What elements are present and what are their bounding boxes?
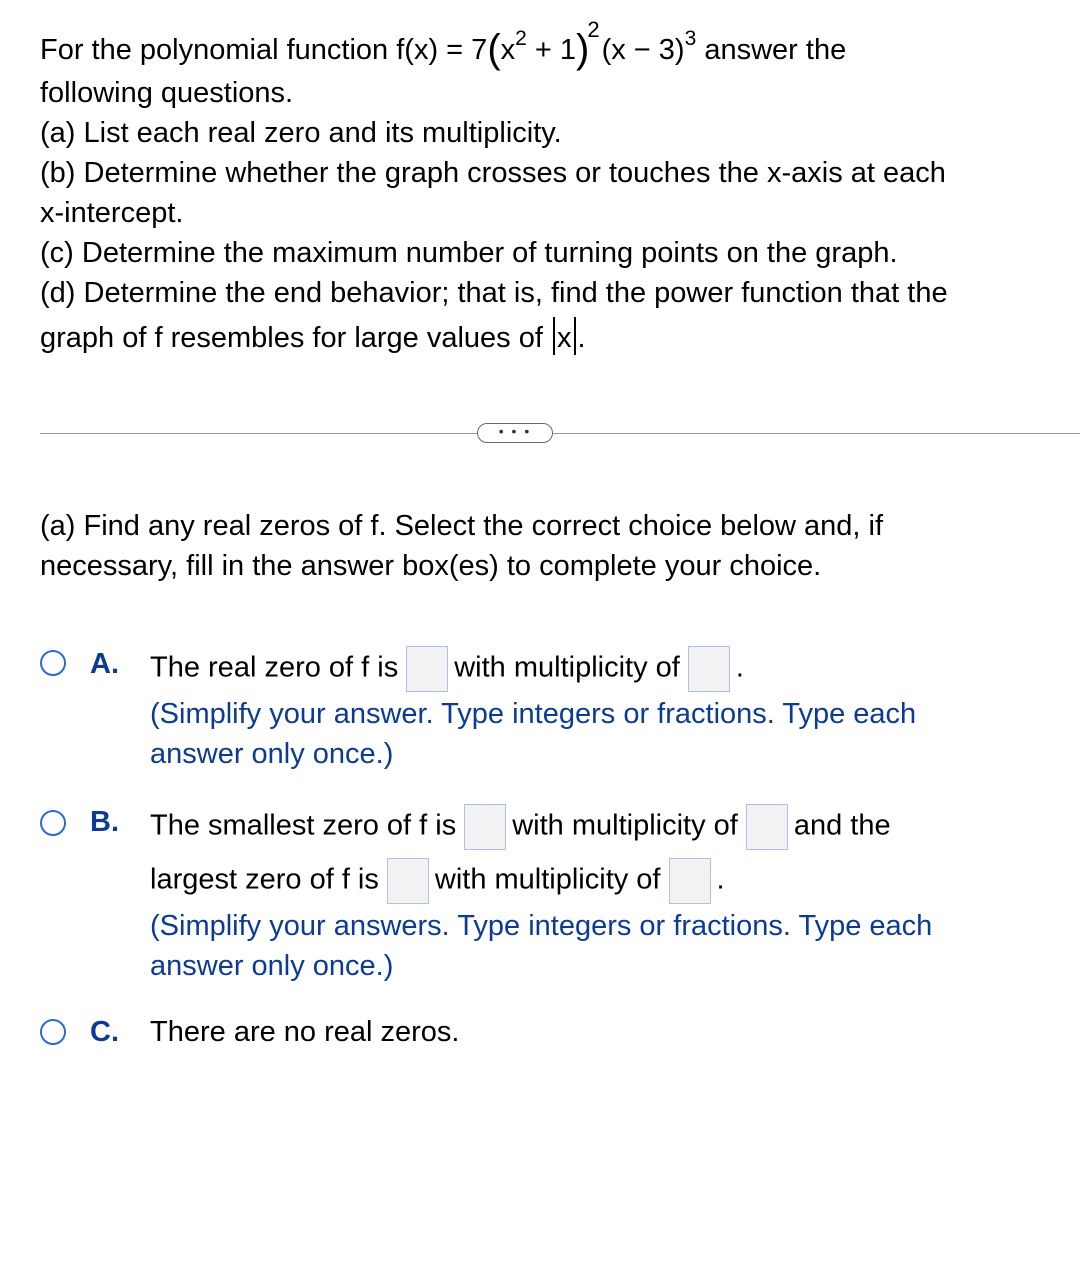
- section-divider: [40, 433, 1080, 434]
- left-paren: (: [487, 27, 501, 71]
- question-item-b-cont: x-intercept.: [40, 197, 184, 229]
- choice-b-largest-zero-input[interactable]: [387, 858, 429, 904]
- choice-c-text: There are no real zeros.: [150, 1016, 460, 1048]
- abs-bar-left: [553, 317, 555, 355]
- inner-plus: + 1: [526, 34, 577, 66]
- last-line-suffix: .: [577, 322, 586, 354]
- choice-b-hint-2: answer only once.): [150, 950, 394, 982]
- intro-prefix: For the polynomial function: [40, 34, 389, 66]
- choice-b-text1: The smallest zero of f is: [150, 809, 457, 842]
- part-a-line-1: (a) Find any real zeros of f. Select the correct choice below and, if: [40, 510, 884, 542]
- choice-a-hint-2: answer only once.): [150, 738, 394, 770]
- choice-a-hint-1: (Simplify your answer. Type integers or fractions. Type each: [150, 698, 917, 730]
- choice-a-text1: The real zero of f is: [150, 651, 399, 684]
- choice-b-text2: with multiplicity of: [512, 809, 738, 842]
- function-expression: [396, 17, 704, 71]
- choice-b-row-2: [150, 858, 1070, 906]
- question-item-a: (a) List each real zero and its multiplicity.: [40, 117, 562, 149]
- question-text: [40, 0, 1070, 358]
- question-item-b: (b) Determine whether the graph crosses or touches the x-axis at each: [40, 157, 946, 189]
- choice-b-row-1: [150, 804, 1070, 858]
- choice-b-text4: largest zero of f is: [150, 863, 379, 896]
- choice-a-row: [150, 646, 1070, 694]
- abs-bar-right: [574, 317, 576, 355]
- question-item-d: (d) Determine the end behavior; that is, find the power function that the: [40, 277, 948, 309]
- last-line-prefix: graph of f resembles for large values of: [40, 322, 543, 354]
- part-a-line-2: necessary, fill in the answer box(es) to complete your choice.: [40, 550, 822, 582]
- question-line-1: [40, 17, 1070, 73]
- choice-a-letter: A.: [90, 648, 119, 680]
- function-name: f(x) = 7: [396, 34, 488, 66]
- choice-a-multiplicity-input[interactable]: [688, 646, 730, 692]
- right-paren: ): [576, 27, 590, 71]
- choice-b-letter: B.: [90, 806, 119, 838]
- part-a-instructions: [40, 506, 1060, 586]
- choice-a-zero-input[interactable]: [406, 646, 448, 692]
- choice-c-letter: C.: [90, 1016, 119, 1048]
- abs-variable: x: [557, 322, 572, 354]
- choice-c-radio[interactable]: [40, 1019, 66, 1045]
- choice-b-largest-multiplicity-input[interactable]: [669, 858, 711, 904]
- choice-b-period: .: [716, 863, 725, 896]
- choice-b-smallest-multiplicity-input[interactable]: [746, 804, 788, 850]
- choice-b-text3: and the: [793, 809, 891, 842]
- second-factor: (x − 3): [601, 34, 685, 66]
- second-exponent: 3: [684, 27, 697, 50]
- more-options-button[interactable]: • • •: [477, 423, 553, 443]
- choice-a-radio[interactable]: [40, 650, 66, 676]
- inner-base: x: [500, 34, 516, 66]
- choice-a-text2: with multiplicity of: [454, 651, 680, 684]
- outer-exponent: 2: [587, 17, 600, 42]
- inner-exponent: 2: [515, 27, 527, 50]
- choice-b-text5: with multiplicity of: [434, 863, 661, 896]
- choice-b-radio[interactable]: [40, 810, 66, 836]
- question-item-c: (c) Determine the maximum number of turning points on the graph.: [40, 237, 898, 269]
- intro-suffix: answer the: [704, 34, 847, 66]
- choice-b-smallest-zero-input[interactable]: [464, 804, 506, 850]
- question-item-d-cont: [40, 317, 1070, 358]
- choice-b-hint-1: (Simplify your answers. Type integers or fractions. Type each: [150, 910, 933, 942]
- question-line-2: following questions.: [40, 77, 294, 109]
- choice-a-period: .: [735, 651, 744, 684]
